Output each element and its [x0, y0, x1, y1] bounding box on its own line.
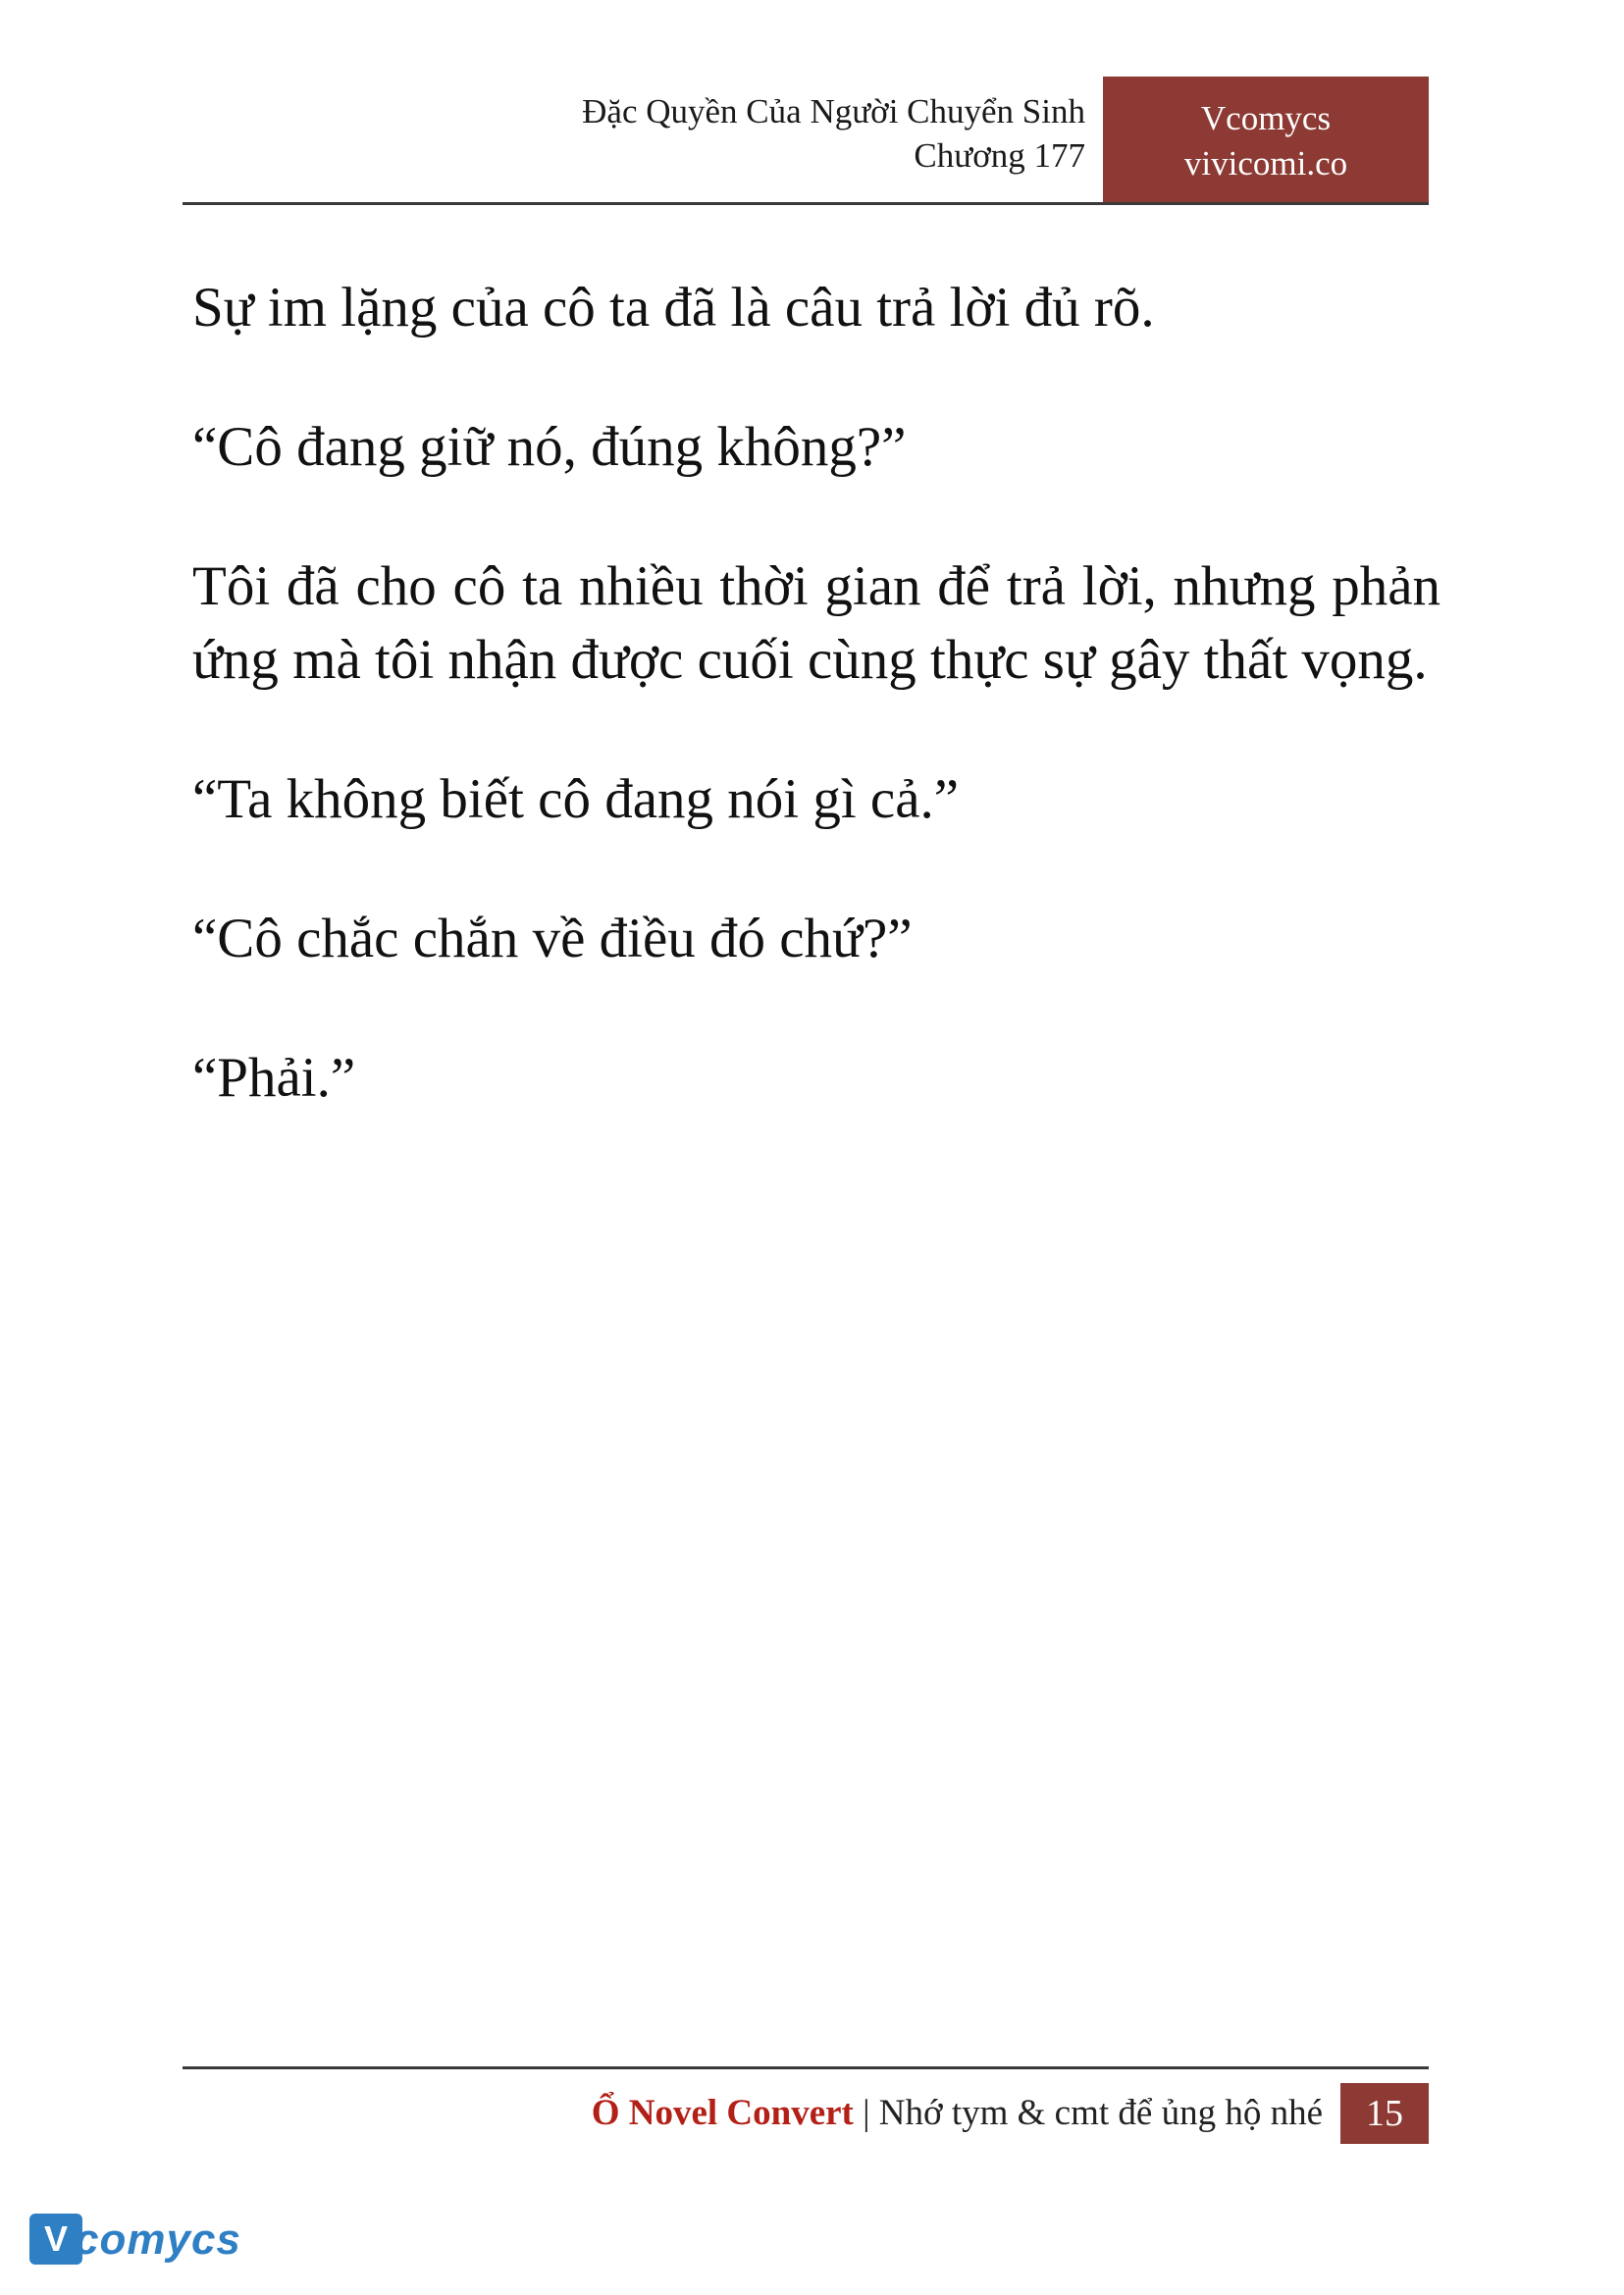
paragraph: “Cô đang giữ nó, đúng không?” [192, 415, 907, 478]
site-badge-name: Vcomycs [1200, 99, 1332, 137]
footer-credit [592, 2083, 1340, 2144]
page-content [192, 271, 1441, 1180]
paragraph: “Phải.” [192, 1046, 356, 1109]
footer-divider [183, 2066, 1429, 2069]
header-divider [183, 202, 1429, 205]
site-badge [1103, 77, 1429, 204]
paragraph: Tôi đã cho cô ta nhiều thời gian để trả lời, nhưng phản ứng mà tôi nhận được cuối cùng thực sự gây thất vọng. [192, 554, 1441, 692]
page-footer [183, 2066, 1429, 2144]
chapter-label: Chương 177 [914, 135, 1085, 175]
paragraph: “Ta không biết cô đang nói gì cả.” [192, 768, 960, 831]
watermark-text: comycs [75, 2216, 241, 2264]
footer-separator: | [863, 2093, 870, 2133]
header-titles [582, 77, 1103, 179]
page-header [183, 77, 1429, 214]
paragraph: Sự im lặng của cô ta đã là câu trả lời đủ rõ. [192, 277, 1155, 339]
paragraph: “Cô chắc chắn về điều đó chứ?” [192, 907, 913, 969]
page-number-badge: 15 [1340, 2083, 1429, 2144]
footer-brand: Ổ Novel Convert [591, 2093, 854, 2133]
footer-note: Nhớ tym & cmt để ủng hộ nhé [878, 2093, 1323, 2133]
vcomycs-watermark-logo [29, 2210, 255, 2278]
site-badge-url: vivicomi.co [1183, 143, 1348, 183]
watermark-badge-letter: V [29, 2214, 82, 2265]
novel-title: Đặc Quyền Của Người Chuyển Sinh [582, 92, 1085, 130]
